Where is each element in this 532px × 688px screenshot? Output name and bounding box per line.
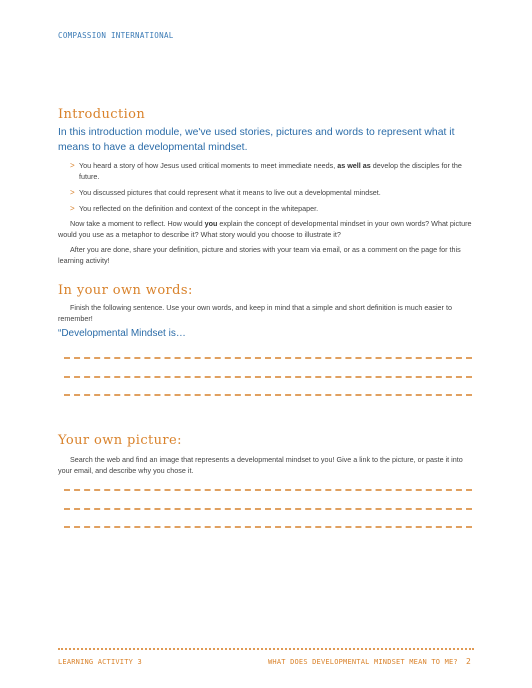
- org-header: COMPASSION INTERNATIONAL: [58, 31, 174, 40]
- intro-title: Introduction: [58, 107, 146, 122]
- words-instruction: Finish the following sentence. Use your own words, and keep in mind that a simple and short definition is much easier to remember!: [58, 303, 452, 323]
- definition-writing-lines: [64, 357, 472, 413]
- definition-prompt: “Developmental Mindset is…: [58, 328, 186, 339]
- page-number: 2: [466, 657, 471, 666]
- after-paragraph: After you are done, share your definition, picture and stories with your team via email, or as a comment on the page for this learning activity!: [58, 245, 461, 265]
- writing-line: [64, 508, 472, 510]
- bullet-text: You heard a story of how Jesus used critical moments to meet immediate needs,: [79, 161, 338, 170]
- chevron-right-icon: >: [70, 161, 75, 170]
- writing-line: [64, 489, 472, 491]
- footer-activity-label: LEARNING ACTIVITY 3: [58, 658, 142, 666]
- chevron-right-icon: >: [70, 204, 75, 213]
- reflect-text: explain the concept of developmental mindset in your own words? What picture would you use as a metaphor to describe it? What story would you choose to illustrate it?: [58, 219, 472, 239]
- footer-page-title: WHAT DOES DEVELOPMENTAL MINDSET MEAN TO ME?: [268, 658, 458, 666]
- reflect-bold-text: you: [204, 219, 218, 228]
- bullet-text: You reflected on the definition and context of the concept in the whitepaper.: [79, 204, 319, 213]
- writing-line: [64, 526, 472, 528]
- writing-line: [64, 394, 472, 396]
- list-item: [70, 160, 480, 182]
- footer-divider: [58, 648, 474, 650]
- bullet-text: You discussed pictures that could represent what it means to live out a developmental mindset.: [79, 188, 381, 197]
- writing-line: [64, 357, 472, 359]
- chevron-right-icon: >: [70, 188, 75, 197]
- words-title: In your own words:: [58, 283, 193, 298]
- writing-line: [64, 376, 472, 378]
- intro-bullet-list: [70, 160, 480, 219]
- bullet-bold-text: as well as: [337, 161, 371, 170]
- picture-instruction: Search the web and find an image that represents a developmental mindset to you! Give a link to the picture, or paste it into your email, and describe why you chose it.: [58, 455, 463, 475]
- picture-writing-lines: [64, 489, 472, 545]
- list-item: [70, 203, 480, 214]
- intro-lead: In this introduction module, we've used stories, pictures and words to represent what it means to have a developmental mindset.: [58, 127, 455, 153]
- list-item: [70, 187, 480, 198]
- bullet-text: develop the disciples for the future.: [79, 161, 462, 181]
- reflect-text: Now take a moment to reflect. How would: [70, 219, 205, 228]
- picture-title: Your own picture:: [58, 433, 182, 448]
- reflect-paragraph: [58, 218, 476, 240]
